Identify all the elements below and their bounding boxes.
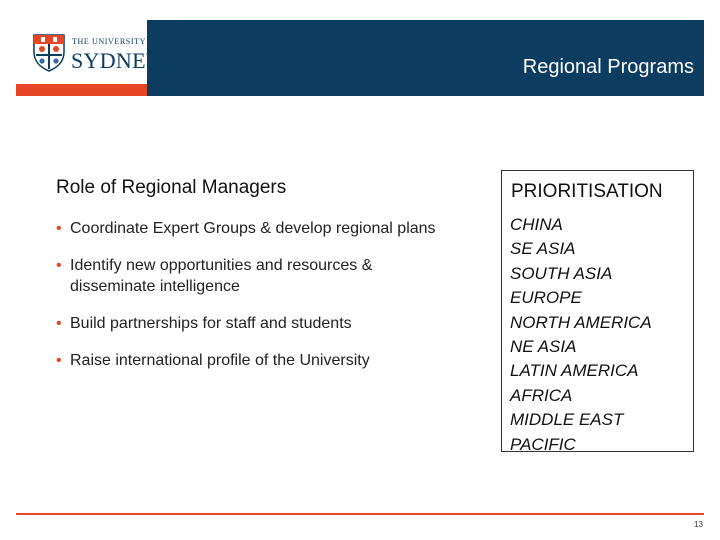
region-item: NE ASIA [510,337,577,357]
bullet-item: • Raise international profile of the University [56,350,456,371]
region-item: NORTH AMERICA [510,312,652,332]
region-item: PACIFIC [510,434,576,454]
region-item: CHINA [510,215,563,234]
crest-icon [32,32,66,72]
region-item: AFRICA [510,385,573,405]
prioritisation-heading: PRIORITISATION [511,181,663,202]
logo-wordmark: SYDNEY [71,48,163,73]
page-number: 13 [694,520,703,529]
logo-small-text: THE UNIVERSITY OF [72,37,160,46]
role-bullet-list [56,218,456,387]
region-item: EUROPE [510,288,582,308]
region-item: SOUTH ASIA [510,263,613,283]
slide-title: Regional Programs [522,56,694,78]
bullet-item: • Build partnerships for staff and students [56,313,456,334]
university-logo [16,20,163,84]
left-heading: Role of Regional Managers [56,177,287,198]
region-list [510,213,652,457]
bullet-item: • Identify new opportunities and resources & disseminate intelligence [56,255,456,297]
logo-accent-bar [16,84,147,96]
region-item: LATIN AMERICA [510,361,639,381]
region-item: SE ASIA [510,239,576,259]
region-item: MIDDLE EAST [510,410,624,430]
prioritisation-box [501,170,694,452]
footer-divider [16,513,704,515]
bullet-item: • Coordinate Expert Groups & develop regional plans [56,218,456,239]
